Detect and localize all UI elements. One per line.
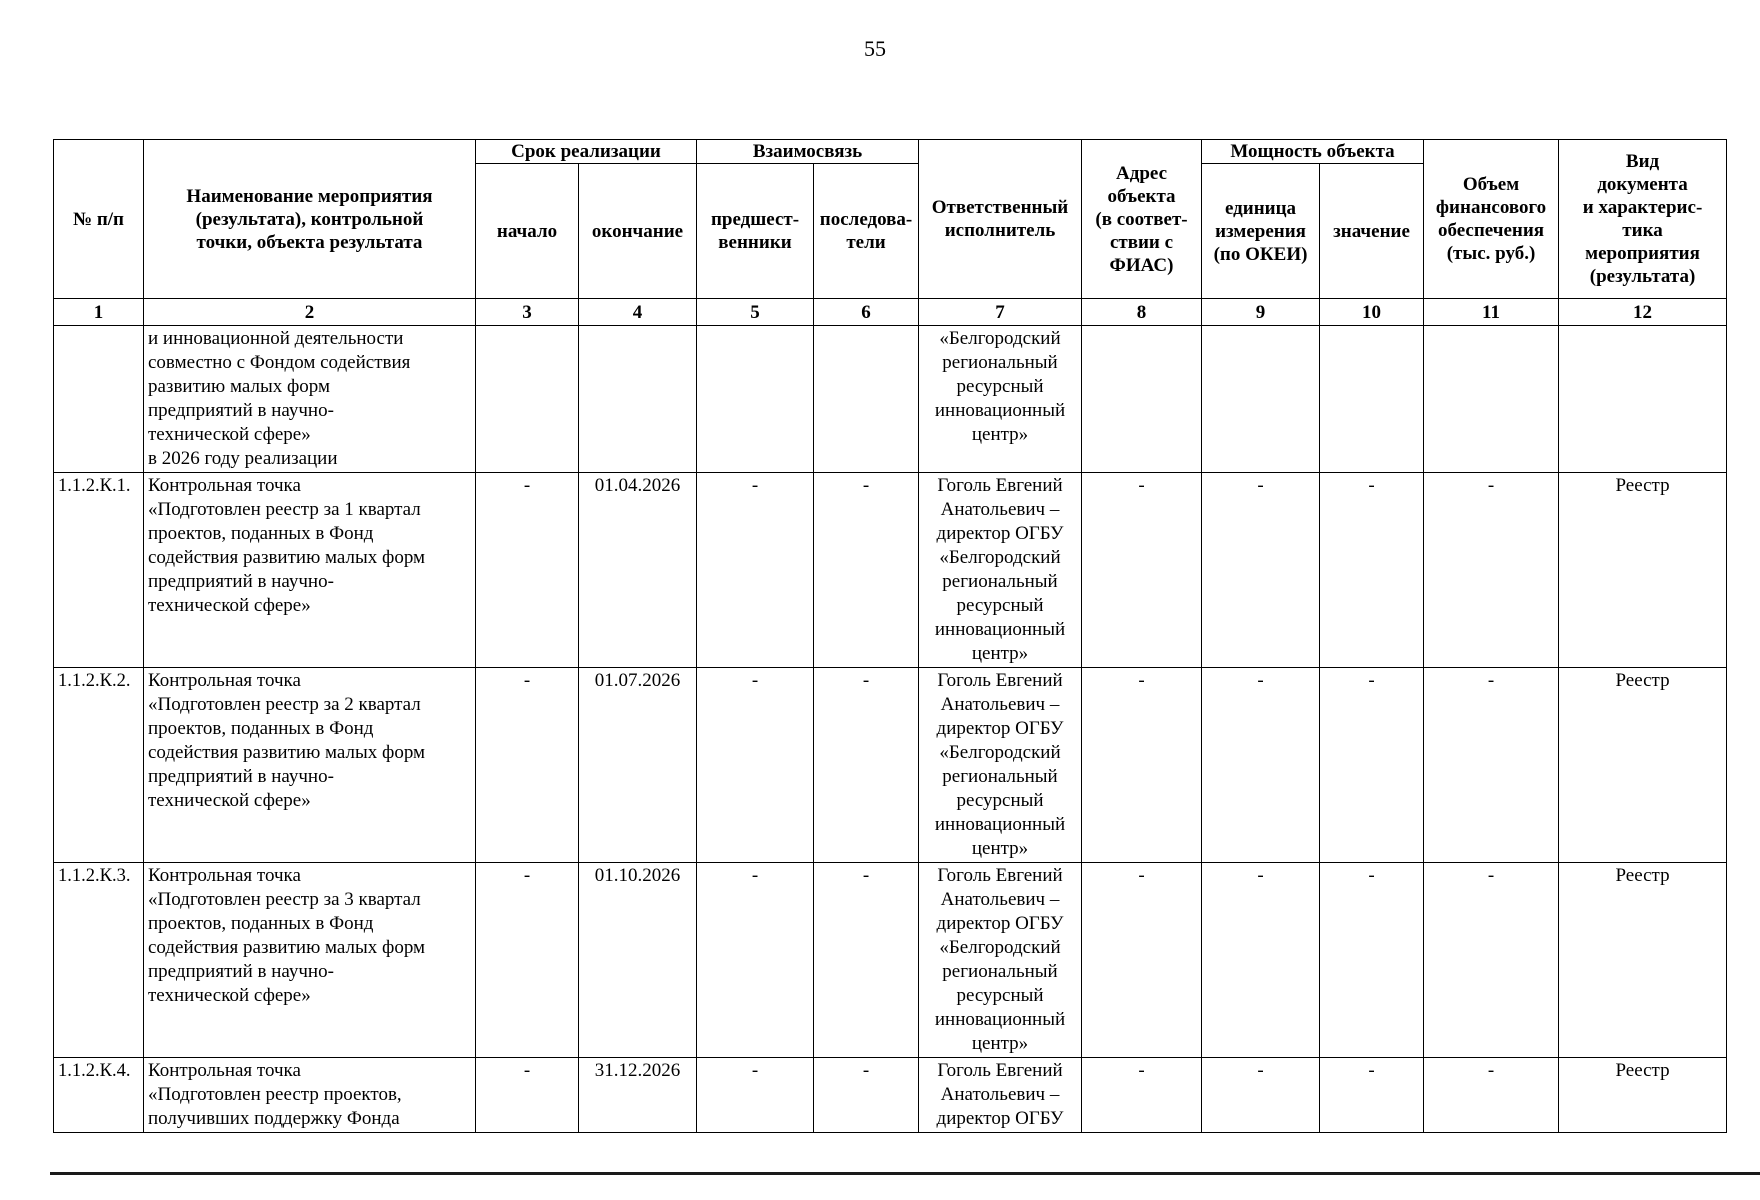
header-start: начало xyxy=(476,164,579,299)
row-value: - xyxy=(1320,863,1424,1058)
column-number: 6 xyxy=(814,299,919,326)
row-end: 31.12.2026 xyxy=(579,1058,697,1133)
table-row xyxy=(54,326,1727,473)
header-doc-line: и характерис- xyxy=(1582,197,1703,218)
row-executor-line: Гоголь Евгений xyxy=(937,1060,1063,1081)
header-doc-type xyxy=(1559,140,1727,299)
column-number: 10 xyxy=(1320,299,1424,326)
row-predecessors: - xyxy=(697,1058,814,1133)
row-name-line: технической сфере» xyxy=(148,595,311,616)
row-predecessors: - xyxy=(697,668,814,863)
row-executor-line: Анатольевич – xyxy=(940,889,1060,910)
row-name-line: Контрольная точка xyxy=(148,670,301,691)
row-executor-line: «Белгородский xyxy=(939,937,1061,958)
row-doc-type: Реестр xyxy=(1559,863,1727,1058)
row-executor-line: центр» xyxy=(971,1033,1029,1054)
column-number: 11 xyxy=(1424,299,1559,326)
row-name-line: технической сфере» xyxy=(148,424,311,445)
row-name-line: проектов, поданных в Фонд xyxy=(148,718,374,739)
row-executor-line: Гоголь Евгений xyxy=(937,475,1063,496)
row-executor-line: региональный xyxy=(942,766,1058,787)
header-pred-line: венники xyxy=(718,232,792,253)
header-succ-line: тели xyxy=(846,232,886,253)
column-number: 8 xyxy=(1082,299,1202,326)
row-finance: - xyxy=(1424,668,1559,863)
row-executor-line: директор ОГБУ xyxy=(936,1108,1064,1129)
row-name-line: «Подготовлен реестр за 2 квартал xyxy=(148,694,421,715)
row-address: - xyxy=(1082,668,1202,863)
header-value: значение xyxy=(1320,164,1424,299)
row-finance xyxy=(1424,326,1559,473)
header-num: № п/п xyxy=(54,140,144,299)
row-executor-line: региональный xyxy=(942,571,1058,592)
header-unit-line: единица xyxy=(1224,197,1297,219)
row-start: - xyxy=(476,863,579,1058)
row-name xyxy=(144,863,476,1058)
row-executor-line: инновационный xyxy=(934,400,1066,421)
header-address-line: объекта xyxy=(1107,185,1176,207)
row-name-line: проектов, поданных в Фонд xyxy=(148,913,374,934)
row-value: - xyxy=(1320,473,1424,668)
column-number: 4 xyxy=(579,299,697,326)
header-address-line: Адрес xyxy=(1116,162,1168,184)
row-unit xyxy=(1202,326,1320,473)
table-row xyxy=(54,863,1727,1058)
row-address: - xyxy=(1082,473,1202,668)
header-finance-line: финансового xyxy=(1435,197,1547,218)
column-number: 12 xyxy=(1559,299,1727,326)
row-executor xyxy=(919,1058,1082,1133)
row-successors: - xyxy=(814,473,919,668)
header-name xyxy=(144,140,476,299)
column-number: 9 xyxy=(1202,299,1320,326)
row-name-line: Контрольная точка xyxy=(148,865,301,886)
row-name-line: «Подготовлен реестр за 1 квартал xyxy=(148,499,421,520)
header-finance-line: обеспечения xyxy=(1437,220,1545,241)
row-name-line: технической сфере» xyxy=(148,985,311,1006)
row-executor-line: Анатольевич – xyxy=(940,499,1060,520)
row-start: - xyxy=(476,1058,579,1133)
row-executor-line: инновационный xyxy=(934,1009,1066,1030)
row-end: 01.07.2026 xyxy=(579,668,697,863)
header-finance xyxy=(1424,140,1559,299)
row-successors: - xyxy=(814,863,919,1058)
row-name xyxy=(144,473,476,668)
page-number: 55 xyxy=(864,36,886,61)
row-name-line: и инновационной деятельности xyxy=(148,328,404,349)
header-predecessors xyxy=(697,164,814,299)
header-link-group: Взаимосвязь xyxy=(697,140,919,164)
row-executor-line: «Белгородский xyxy=(939,547,1061,568)
row-name-line: «Подготовлен реестр проектов, xyxy=(148,1084,402,1105)
header-finance-line: Объем xyxy=(1462,174,1520,195)
row-name-line: содействия развитию малых форм xyxy=(148,937,426,958)
row-number xyxy=(54,326,144,473)
row-executor-line: «Белгородский xyxy=(939,742,1061,763)
row-number: 1.1.2.К.3. xyxy=(54,863,144,1058)
row-value xyxy=(1320,326,1424,473)
row-executor-line: директор ОГБУ xyxy=(936,523,1064,544)
row-name xyxy=(144,1058,476,1133)
row-executor xyxy=(919,668,1082,863)
header-doc-line: тика xyxy=(1622,220,1663,241)
header-capacity-group: Мощность объекта xyxy=(1202,140,1424,164)
row-name-line: технической сфере» xyxy=(148,790,311,811)
header-name-line: (результата), контрольной xyxy=(195,208,424,230)
row-successors xyxy=(814,326,919,473)
events-table xyxy=(53,139,1727,1133)
row-unit: - xyxy=(1202,1058,1320,1133)
row-name-line: «Подготовлен реестр за 3 квартал xyxy=(148,889,421,910)
row-value: - xyxy=(1320,668,1424,863)
row-start: - xyxy=(476,473,579,668)
row-unit: - xyxy=(1202,473,1320,668)
row-name xyxy=(144,668,476,863)
table-row xyxy=(54,473,1727,668)
row-successors: - xyxy=(814,668,919,863)
row-name-line: проектов, поданных в Фонд xyxy=(148,523,374,544)
row-executor xyxy=(919,326,1082,473)
header-address xyxy=(1082,140,1202,299)
column-number-row xyxy=(54,299,1727,326)
row-address xyxy=(1082,326,1202,473)
row-name-line: предприятий в научно- xyxy=(148,961,334,982)
row-executor-line: Анатольевич – xyxy=(940,1084,1060,1105)
row-address: - xyxy=(1082,1058,1202,1133)
header-unit-line: (по ОКЕИ) xyxy=(1213,243,1308,265)
row-doc-type: Реестр xyxy=(1559,668,1727,863)
row-executor-line: Анатольевич – xyxy=(940,694,1060,715)
header-term-group: Срок реализации xyxy=(476,140,697,164)
row-start xyxy=(476,326,579,473)
row-doc-type: Реестр xyxy=(1559,473,1727,668)
header-row-groups xyxy=(54,140,1727,164)
row-finance: - xyxy=(1424,863,1559,1058)
column-number: 7 xyxy=(919,299,1082,326)
row-start: - xyxy=(476,668,579,863)
row-name-line: предприятий в научно- xyxy=(148,766,334,787)
column-number: 1 xyxy=(54,299,144,326)
row-finance: - xyxy=(1424,1058,1559,1133)
row-executor-line: Гоголь Евгений xyxy=(937,670,1063,691)
row-executor-line: региональный xyxy=(942,961,1058,982)
header-succ-line: последова- xyxy=(819,209,913,230)
header-doc-line: документа xyxy=(1597,174,1688,195)
header-executor-line: Ответственный xyxy=(931,197,1069,218)
row-executor-line: центр» xyxy=(971,838,1029,859)
column-number: 5 xyxy=(697,299,814,326)
row-name-line: Контрольная точка xyxy=(148,475,301,496)
row-executor-line: Гоголь Евгений xyxy=(937,865,1063,886)
row-predecessors: - xyxy=(697,473,814,668)
row-value: - xyxy=(1320,1058,1424,1133)
header-successors xyxy=(814,164,919,299)
row-predecessors xyxy=(697,326,814,473)
row-number: 1.1.2.К.4. xyxy=(54,1058,144,1133)
row-executor-line: ресурсный xyxy=(956,985,1044,1006)
row-unit: - xyxy=(1202,863,1320,1058)
row-number: 1.1.2.К.1. xyxy=(54,473,144,668)
row-name-line: Контрольная точка xyxy=(148,1060,301,1081)
row-name-line: содействия развитию малых форм xyxy=(148,742,426,763)
column-number: 2 xyxy=(144,299,476,326)
row-executor-line: директор ОГБУ xyxy=(936,718,1064,739)
row-name-line: предприятий в научно- xyxy=(148,571,334,592)
row-executor-line: директор ОГБУ xyxy=(936,913,1064,934)
row-end xyxy=(579,326,697,473)
row-executor-line: ресурсный xyxy=(956,790,1044,811)
row-number: 1.1.2.К.2. xyxy=(54,668,144,863)
header-pred-line: предшест- xyxy=(710,209,800,230)
row-unit: - xyxy=(1202,668,1320,863)
header-doc-line: Вид xyxy=(1625,151,1660,172)
row-name-line: содействия развитию малых форм xyxy=(148,547,426,568)
row-name-line: в 2026 году реализации xyxy=(148,448,338,469)
row-executor xyxy=(919,473,1082,668)
row-successors: - xyxy=(814,1058,919,1133)
header-address-line: ФИАС) xyxy=(1109,254,1174,276)
row-executor-line: центр» xyxy=(971,424,1029,445)
header-unit xyxy=(1202,164,1320,299)
row-executor-line: «Белгородский xyxy=(939,328,1061,349)
scan-bottom-rule xyxy=(50,1172,1760,1175)
row-executor-line: региональный xyxy=(942,352,1058,373)
row-executor-line: центр» xyxy=(971,643,1029,664)
header-doc-line: мероприятия xyxy=(1585,243,1700,264)
header-executor xyxy=(919,140,1082,299)
row-doc-type: Реестр xyxy=(1559,1058,1727,1133)
row-name-line: развитию малых форм xyxy=(148,376,331,397)
row-end: 01.10.2026 xyxy=(579,863,697,1058)
header-finance-line: (тыс. руб.) xyxy=(1446,243,1536,264)
row-name-line: предприятий в научно- xyxy=(148,400,334,421)
row-executor-line: ресурсный xyxy=(956,595,1044,616)
row-executor xyxy=(919,863,1082,1058)
header-address-line: ствии с xyxy=(1109,231,1174,253)
row-executor-line: инновационный xyxy=(934,619,1066,640)
row-name-line: получивших поддержку Фонда xyxy=(148,1108,400,1129)
table-row xyxy=(54,668,1727,863)
row-name-line: совместно с Фондом содействия xyxy=(148,352,411,373)
header-end: окончание xyxy=(579,164,697,299)
header-executor-line: исполнитель xyxy=(944,220,1056,241)
table-row xyxy=(54,1058,1727,1133)
row-address: - xyxy=(1082,863,1202,1058)
header-unit-line: измерения xyxy=(1215,220,1306,242)
header-address-line: (в соответ- xyxy=(1095,208,1188,230)
row-executor-line: инновационный xyxy=(934,814,1066,835)
header-name-line: точки, объекта результата xyxy=(196,231,423,253)
row-finance: - xyxy=(1424,473,1559,668)
row-doc-type xyxy=(1559,326,1727,473)
row-executor-line: ресурсный xyxy=(956,376,1044,397)
row-name xyxy=(144,326,476,473)
header-doc-line: (результата) xyxy=(1589,266,1696,287)
column-number: 3 xyxy=(476,299,579,326)
row-end: 01.04.2026 xyxy=(579,473,697,668)
row-predecessors: - xyxy=(697,863,814,1058)
header-name-line: Наименование мероприятия xyxy=(186,185,433,207)
